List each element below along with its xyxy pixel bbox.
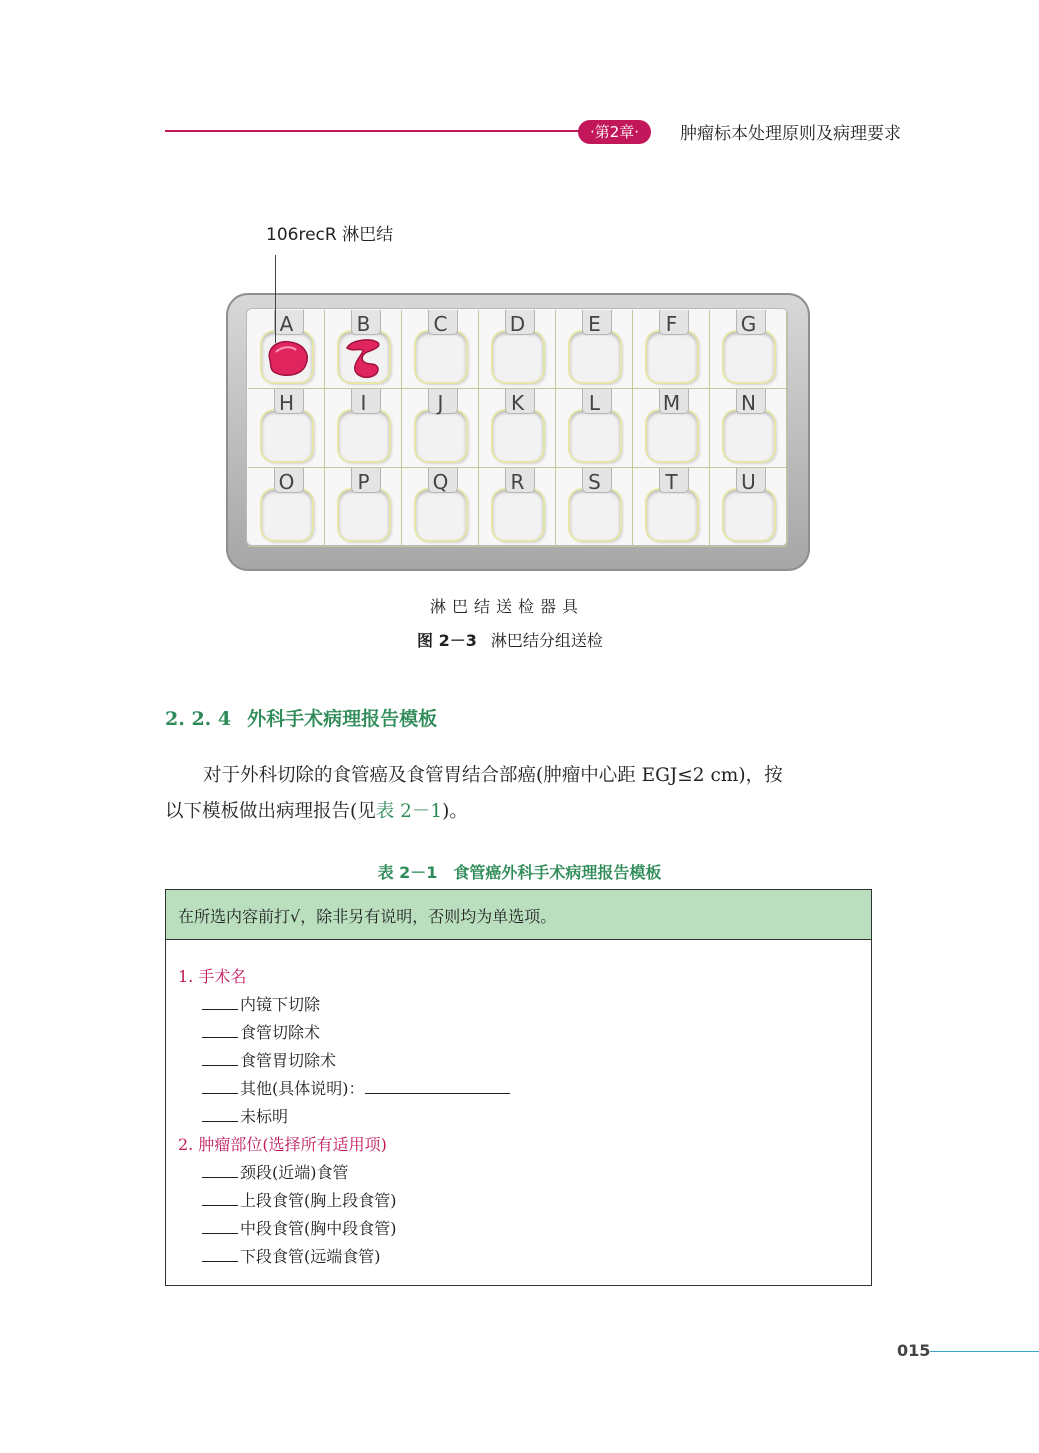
option-label: 内镜下切除	[240, 995, 321, 1014]
tray-well	[416, 490, 466, 540]
figure-number: 图 2－3	[417, 631, 477, 650]
tray-cell-k	[479, 389, 556, 468]
tray-cell-h	[248, 389, 325, 468]
option-label: 未标明	[240, 1107, 289, 1126]
tray-cell-letter: P	[357, 470, 370, 494]
tray-well	[570, 490, 620, 540]
checkbox-blank[interactable]	[202, 1079, 238, 1094]
option-label: 其他(具体说明)：	[240, 1079, 365, 1098]
tray-cell-l	[556, 389, 633, 468]
chapter-badge: ·第2章·	[578, 120, 651, 144]
tray-cell-letter: E	[588, 312, 601, 336]
tray-cell-u	[710, 468, 787, 547]
section-heading	[165, 704, 437, 731]
tray-well	[647, 411, 697, 461]
template-option	[202, 992, 320, 1015]
tray-cell-letter: D	[509, 312, 526, 336]
tray-well	[416, 411, 466, 461]
tray-cell-letter: I	[360, 391, 367, 415]
footer-rule	[930, 1351, 1039, 1352]
tray-well	[724, 490, 774, 540]
tray-well	[647, 490, 697, 540]
tray-cell-i	[325, 389, 402, 468]
tray-cell-n	[710, 389, 787, 468]
option-label: 颈段(近端)食管	[240, 1163, 349, 1182]
page-number: 015	[897, 1341, 931, 1360]
template-option	[202, 1048, 336, 1071]
tray-cell-m	[633, 389, 710, 468]
paragraph-line-2	[165, 794, 880, 830]
section-number: 2. 2. 4	[165, 708, 232, 730]
tray-well	[493, 490, 543, 540]
tray-well	[493, 332, 543, 382]
tray-cell-j	[402, 389, 479, 468]
template-option	[202, 1076, 510, 1099]
checkbox-blank[interactable]	[202, 1219, 238, 1234]
tray-grid	[246, 308, 788, 546]
option-label: 食管胃切除术	[240, 1051, 337, 1070]
annotation-pointer-line	[275, 255, 276, 343]
lymph-node-specimen-icon	[262, 334, 314, 382]
tray-cell-letter: N	[741, 391, 756, 415]
tray-cell-letter: H	[278, 391, 295, 415]
table-reference-link[interactable]: 表 2－1	[375, 801, 443, 822]
tray-cell-d	[479, 310, 556, 389]
tray-cell-letter: M	[662, 391, 681, 415]
tray-cell-letter: G	[740, 312, 757, 336]
tray-cell-c	[402, 310, 479, 389]
checkbox-blank[interactable]	[202, 1107, 238, 1122]
report-template-table	[165, 889, 872, 1286]
checkbox-blank[interactable]	[202, 1247, 238, 1262]
tray-cell-q	[402, 468, 479, 547]
paragraph-text: 以下模板做出病理报告(见	[165, 801, 376, 822]
tray-well	[724, 332, 774, 382]
table-title: 表 2－1 食管癌外科手术病理报告模板	[377, 863, 662, 882]
figure-annotation: 106recR 淋巴结	[266, 225, 394, 245]
template-option	[202, 1188, 397, 1211]
option-label: 食管切除术	[240, 1023, 321, 1042]
tray-well	[647, 332, 697, 382]
tray-cell-o	[248, 468, 325, 547]
tray-cell-g	[710, 310, 787, 389]
figure-caption-text: 淋巴结分组送检	[490, 631, 603, 650]
tray-cell-letter: B	[356, 312, 371, 336]
tray-cell-e	[556, 310, 633, 389]
figure-caption	[417, 628, 603, 651]
option-label: 上段食管(胸上段食管)	[240, 1191, 397, 1210]
template-section-heading: 2. 肿瘤部位(选择所有适用项)	[178, 1135, 387, 1154]
tray-cell-letter: Q	[432, 470, 449, 494]
tray-well	[570, 332, 620, 382]
paragraph-text-end: )。	[442, 801, 468, 822]
tray-cell-letter: A	[279, 312, 294, 336]
checkbox-blank[interactable]	[202, 1051, 238, 1066]
template-option	[202, 1216, 397, 1239]
checkbox-blank[interactable]	[202, 1163, 238, 1178]
tray-well	[570, 411, 620, 461]
tray-cell-f	[633, 310, 710, 389]
tray-cell-p	[325, 468, 402, 547]
header-rule	[165, 130, 580, 132]
specify-blank[interactable]	[365, 1079, 510, 1094]
tray-well	[416, 332, 466, 382]
running-header-title: 肿瘤标本处理原则及病理要求	[680, 124, 901, 144]
tray-cell-letter: K	[510, 391, 525, 415]
tray-cell-letter: O	[278, 470, 295, 494]
tray-cell-s	[556, 468, 633, 547]
tray-cell-letter: S	[588, 470, 601, 494]
tray-cell-letter: T	[665, 470, 678, 494]
tray-well	[262, 411, 312, 461]
checkbox-blank[interactable]	[202, 1191, 238, 1206]
template-option	[202, 1244, 381, 1267]
tray-cell-letter: F	[665, 312, 678, 336]
template-option	[202, 1160, 349, 1183]
option-label: 下段食管(远端食管)	[240, 1247, 381, 1266]
option-label: 中段食管(胸中段食管)	[240, 1219, 397, 1238]
tray-well	[339, 490, 389, 540]
table-instruction: 在所选内容前打√，除非另有说明，否则均为单选项。	[178, 907, 557, 926]
tray-well	[262, 490, 312, 540]
tray-label: 淋巴结送检器具	[430, 597, 585, 616]
tray-cell-a	[248, 310, 325, 389]
tray-cell-t	[633, 468, 710, 547]
tray-well	[493, 411, 543, 461]
tray-cell-letter: J	[437, 391, 444, 415]
tray-cell-letter: C	[433, 312, 448, 336]
template-option	[202, 1020, 320, 1043]
tray-cell-letter: R	[510, 470, 525, 494]
checkbox-blank[interactable]	[202, 1023, 238, 1038]
tray-cell-letter: U	[741, 470, 756, 494]
lymph-node-specimen-icon	[339, 334, 391, 382]
tray-well	[724, 411, 774, 461]
table-instruction-row	[166, 890, 871, 940]
paragraph-line-1: 对于外科切除的食管癌及食管胃结合部癌(肿瘤中心距 EGJ≤2 cm)，按	[203, 765, 783, 786]
tray-well	[339, 411, 389, 461]
checkbox-blank[interactable]	[202, 995, 238, 1010]
section-title: 外科手术病理报告模板	[247, 708, 438, 730]
template-option	[202, 1104, 288, 1127]
tray-cell-b	[325, 310, 402, 389]
tray-cell-r	[479, 468, 556, 547]
tray-cell-letter: L	[588, 391, 601, 415]
template-section-heading: 1. 手术名	[178, 967, 247, 986]
